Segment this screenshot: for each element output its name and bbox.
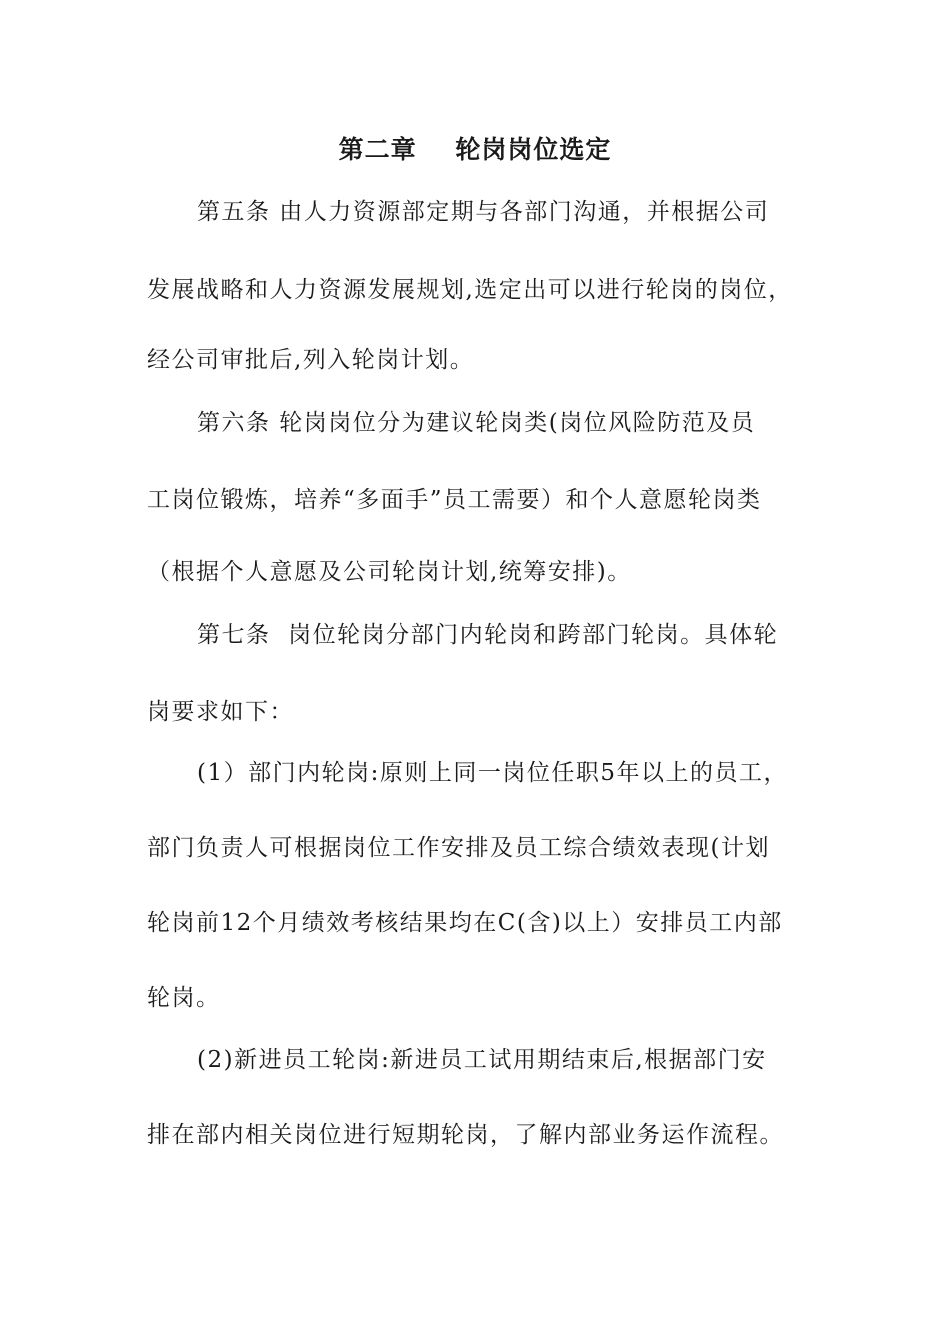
article-5-line-2: 发展战略和人力资源发展规划,选定出可以进行轮岗的岗位， <box>147 277 793 303</box>
item-1-line-2: 部门负责人可根据岗位工作安排及员工综合绩效表现(计划 <box>147 835 770 861</box>
article-6-line-2: 工岗位锻炼，培养“多面手”员工需要）和个人意愿轮岗类 <box>147 487 762 513</box>
article-6-line-3: （根据个人意愿及公司轮岗计划,统筹安排)。 <box>147 559 632 585</box>
item-1-line-4: 轮岗。 <box>147 985 221 1011</box>
item-1-line-1: (1）部门内轮岗:原则上同一岗位任职5年以上的员工， <box>197 760 788 786</box>
chapter-title: 第二章 轮岗岗位选定 <box>338 135 612 164</box>
item-2-line-1: (2)新进员工轮岗:新进员工试用期结束后,根据部门安 <box>197 1047 767 1073</box>
article-7-line-1: 第七条 岗位轮岗分部门内轮岗和跨部门轮岗。具体轮 <box>197 622 779 648</box>
article-6-line-1: 第六条 轮岗岗位分为建议轮岗类(岗位风险防范及员 <box>197 410 756 436</box>
article-5-line-1: 第五条 由人力资源部定期与各部门沟通，并根据公司 <box>197 199 770 225</box>
article-7-line-2: 岗要求如下： <box>147 699 294 725</box>
article-5-line-3: 经公司审批后,列入轮岗计划。 <box>147 347 475 373</box>
item-1-line-3: 轮岗前12个月绩效考核结果均在C(含)以上）安排员工内部 <box>147 910 783 936</box>
item-2-line-2: 排在部内相关岗位进行短期轮岗，了解内部业务运作流程。 <box>147 1122 784 1148</box>
